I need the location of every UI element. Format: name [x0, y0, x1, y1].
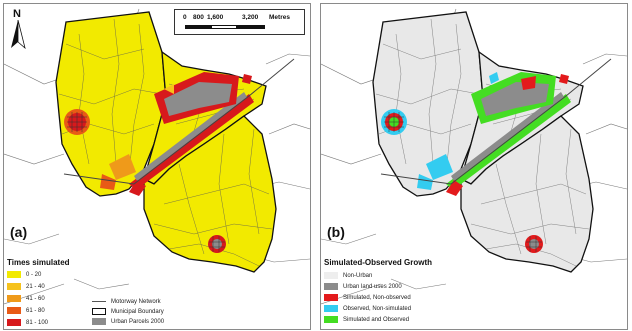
legend-label: Motorway Network [111, 299, 161, 305]
legend-label: Non-Urban [343, 273, 373, 279]
scale-tick-0: 0 [183, 14, 187, 21]
scale-tick-1600: 1,600 [207, 14, 224, 21]
scale-segment-2 [211, 25, 237, 29]
north-arrow [8, 8, 28, 52]
legend-swatch [92, 308, 106, 315]
north-arrow-icon [8, 20, 28, 64]
scale-segment-3 [237, 25, 265, 29]
legend-swatch [324, 305, 338, 312]
legend-title-times-simulated: Times simulated [7, 258, 70, 267]
map-panel-simulated-observed [320, 3, 628, 330]
municipal-boundary [373, 12, 593, 272]
legend-label: 81 - 100 [26, 320, 49, 326]
municipal-boundary [56, 12, 276, 272]
legend-label: Urban land uses 2000 [343, 284, 402, 290]
legend-times-simulated [7, 271, 97, 330]
legend-swatch [7, 271, 21, 278]
legend-swatch [92, 318, 106, 325]
legend-swatch [324, 272, 338, 279]
legend-simulated-observed [324, 272, 454, 330]
scale-bar [174, 9, 305, 35]
legend-swatch [324, 316, 338, 323]
southern-urban-cluster [208, 235, 226, 253]
panel-label-b: (b) [327, 224, 345, 240]
legend-label: Municipal Boundary [111, 309, 164, 315]
scale-tick-3200: 3,200 [242, 14, 259, 21]
scale-unit: Metres [269, 14, 290, 21]
legend-label: Simulated, Non-observed [343, 295, 411, 301]
legend-label: Urban Parcels 2000 [111, 319, 165, 325]
legend-swatch [7, 319, 21, 326]
western-urban-cluster [64, 109, 90, 135]
scale-segment-1 [185, 25, 211, 29]
legend-label: Observed, Non-simulated [343, 306, 412, 312]
legend-swatch [324, 283, 338, 290]
scale-tick-800: 800 [193, 14, 204, 21]
panel-label-a: (a) [10, 224, 28, 240]
motorway-line-icon [92, 298, 106, 305]
legend-label: 21 - 40 [26, 284, 45, 290]
legend-title-simulated-observed: Simulated-Observed Growth [324, 258, 433, 267]
legend-swatch [324, 294, 338, 301]
north-arrow-label: N [13, 8, 21, 20]
legend-label: Simulated and Observed [343, 317, 410, 323]
legend-label: 41 - 60 [26, 296, 45, 302]
legend-swatch [7, 307, 21, 314]
southern-urban-cluster [525, 235, 543, 253]
legend-swatch [7, 295, 21, 302]
map-panel-times-simulated [3, 3, 311, 330]
legend-label: 0 - 20 [26, 272, 42, 278]
legend-label: 61 - 80 [26, 308, 45, 314]
legend-swatch [7, 283, 21, 290]
legend-layers [92, 298, 222, 328]
western-urban-cluster [381, 109, 407, 135]
